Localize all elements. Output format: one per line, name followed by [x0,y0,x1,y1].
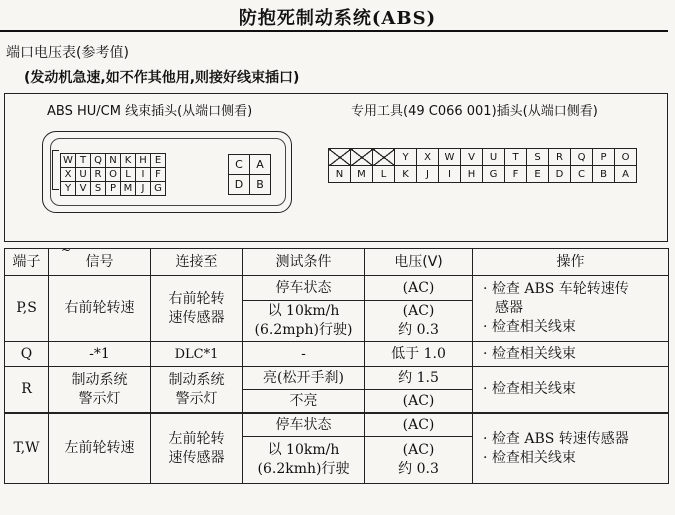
pin: N [329,166,351,183]
pin: Y [61,182,76,196]
action-cell [473,276,669,342]
pin: A [615,166,637,183]
connect-cell [151,367,243,414]
condition-cell: 停车状态 [243,413,365,437]
condition-cell: 停车状态 [243,276,365,301]
col-header-terminal: 端子 [5,249,49,276]
col-header-connect: 连接至 [151,249,243,276]
condition-line: (6.2mph)行驶) [254,322,353,338]
voltage-cell: (AC) [365,413,473,437]
pin: O [106,168,121,182]
terminal-cell: R [5,367,49,414]
pin: O [615,149,637,166]
pin: Y [395,149,417,166]
connect-cell [151,276,243,342]
left-connector-caption: ABS HU/CM 线束插头(从端口侧看) [47,104,253,119]
pin: M [351,166,373,183]
pin: L [373,166,395,183]
pin: L [121,168,136,182]
pin: T [76,154,91,168]
terminal-cell: Q [5,342,49,367]
pin: T [505,149,527,166]
pin: I [439,166,461,183]
pin: H [136,154,151,168]
terminal-voltage-table [4,243,669,484]
action-cell [473,413,669,484]
condition-cell [243,437,365,484]
pin: C [229,155,250,175]
table-row [5,413,669,437]
voltage-cell [365,301,473,342]
pin: V [76,182,91,196]
col-header-action: 操作 [473,249,669,276]
voltage-line: 约 0.3 [398,322,439,338]
pin: K [121,154,136,168]
action-cell [473,367,669,414]
voltage-line: (AC) [402,303,435,319]
pin: R [91,168,106,182]
special-tool-connector-pins [328,148,637,183]
voltage-cell: (AC) [365,390,473,414]
pin: Q [91,154,106,168]
pin: X [61,168,76,182]
condition-cell: - [243,342,365,367]
connect-line: 制动系统 [168,371,225,388]
voltage-line: (AC) [402,442,435,458]
page-title: 防抱死制动系统(ABS) [238,8,437,29]
pin: B [593,166,615,183]
col-header-voltage: 电压(V) [365,249,473,276]
pin: E [151,154,166,168]
condition-cell [243,301,365,342]
action-cell [473,342,669,367]
subtitle: 端口电压表(参考值) [6,45,129,61]
connect-line: 右前轮转 [168,290,225,307]
condition-cell: 不亮 [243,390,365,414]
pin: D [229,175,250,195]
connector-latch [52,150,59,190]
terminal-cell: T,W [5,413,49,484]
connect-cell: DLC*1 [151,342,243,367]
pin: U [76,168,91,182]
pin: V [461,149,483,166]
pin-blank [373,149,395,166]
pin: F [151,168,166,182]
pin: G [483,166,505,183]
signal-cell: 右前轮转速 [49,276,151,342]
title-rule [0,30,668,32]
col-header-signal [49,243,151,276]
pin: W [61,154,76,168]
col-header-signal-label: 信号 [85,253,114,270]
pin: U [483,149,505,166]
signal-line: 警示灯 [78,390,121,407]
pin: J [136,182,151,196]
pin: S [527,149,549,166]
pin: C [571,166,593,183]
connect-line: 速传感器 [168,309,225,326]
voltage-line: 约 0.3 [398,461,439,477]
pin: S [91,182,106,196]
connect-line: 速传感器 [168,449,225,466]
pin: E [527,166,549,183]
pin: P [593,149,615,166]
pin: P [106,182,121,196]
header-mark: ~ [61,243,72,257]
connect-cell [151,413,243,484]
pin: Q [571,149,593,166]
pin: W [439,149,461,166]
signal-cell [49,367,151,414]
pin-blank [329,149,351,166]
pin: H [461,166,483,183]
action-line: · 检查相关线束 [483,319,576,335]
pin: D [549,166,571,183]
note: (发动机急速,如不作其他用,则接好线束插口) [24,70,300,86]
condition-line: 以 10km/h [267,442,340,458]
pin: R [549,149,571,166]
connect-line: 警示灯 [175,390,218,407]
voltage-cell: (AC) [365,276,473,301]
pin: M [121,182,136,196]
action-line: · 检查相关线束 [483,345,576,362]
table-row [5,342,669,367]
voltage-cell: 约 1.5 [365,367,473,390]
connect-line: 左前轮转 [168,430,225,447]
condition-cell: 亮(松开手刹) [243,367,365,390]
col-header-condition: 测试条件 [243,249,365,276]
action-line: · 检查 ABS 车轮转速传 [483,281,629,297]
action-line: 感器 [495,300,523,316]
condition-line: 以 10km/h [267,303,340,319]
abs-connector-power-pins [228,154,271,195]
condition-line: (6.2kmh)行驶 [257,461,350,477]
action-line: · 检查相关线束 [483,381,576,397]
action-line: · 检查相关线束 [483,449,576,466]
pin: N [106,154,121,168]
pin: I [136,168,151,182]
table-row [5,276,669,301]
voltage-cell: 低于 1.0 [365,342,473,367]
voltage-cell [365,437,473,484]
signal-cell: 左前轮转速 [49,413,151,484]
signal-line: 制动系统 [71,371,128,388]
signal-cell: -*1 [49,342,151,367]
pin: K [395,166,417,183]
pin: B [250,175,271,195]
pin-blank [351,149,373,166]
table-row [5,367,669,390]
action-line: · 检查 ABS 转速传感器 [483,430,629,447]
terminal-cell: P,S [5,276,49,342]
pin: G [151,182,166,196]
table-header-row [5,249,669,276]
pin: J [417,166,439,183]
abs-connector-pins [60,153,166,196]
pin: F [505,166,527,183]
pin: A [250,155,271,175]
pin: X [417,149,439,166]
right-connector-caption: 专用工具(49 C066 001)插头(从端口侧看) [351,104,598,119]
